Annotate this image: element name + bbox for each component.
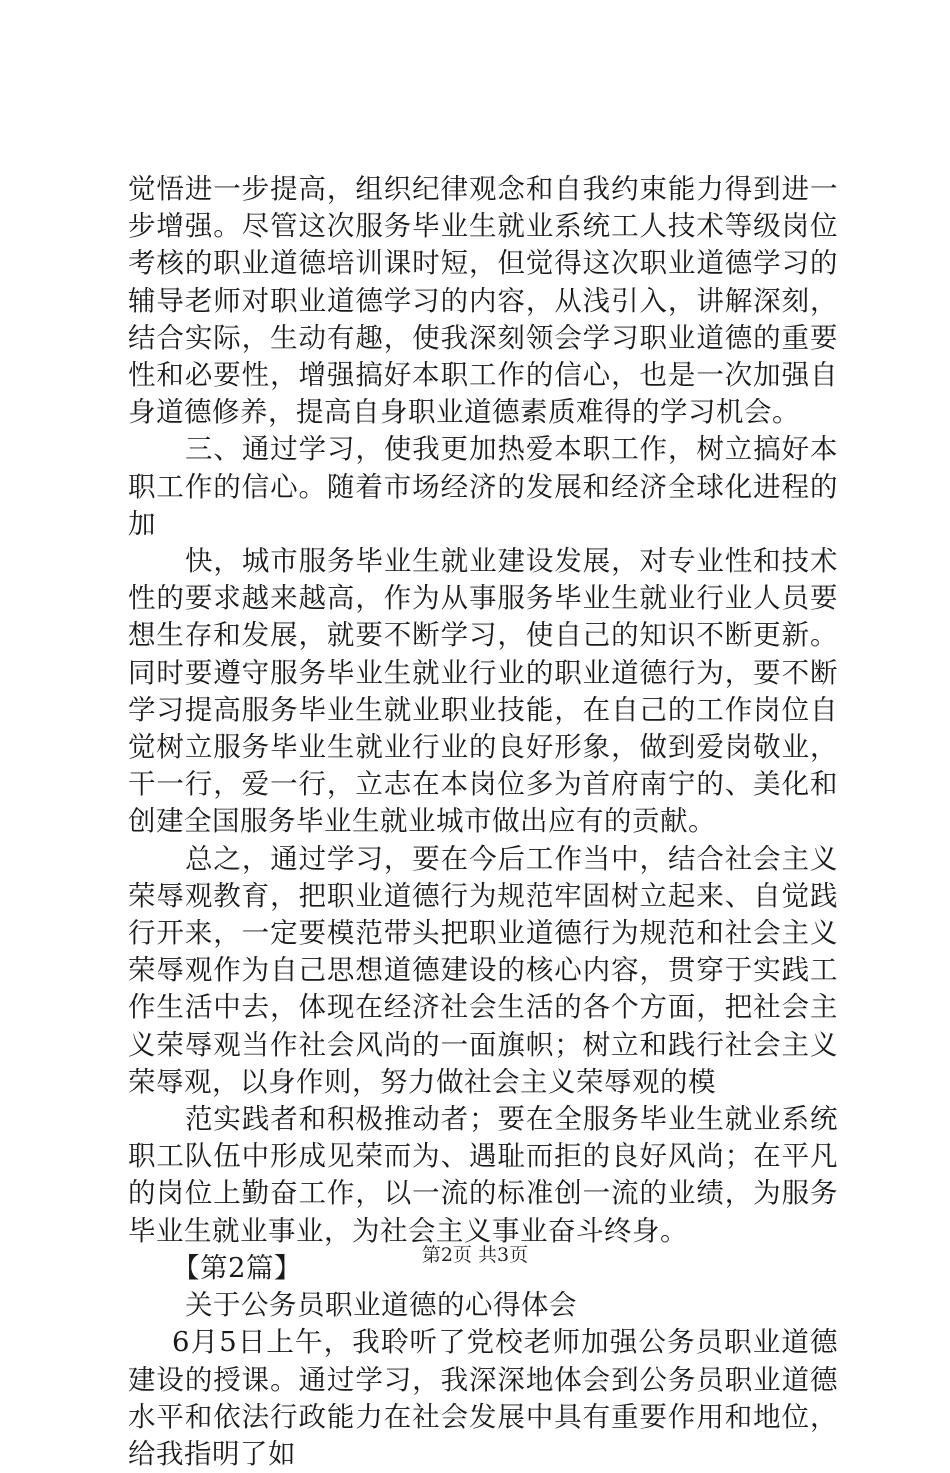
paragraph-development: 快，城市服务毕业生就业建设发展，对专业性和技术性的要求越来越高，作为从事服务毕业生就业行业人员要想生存和发展，就要不断学习，使自己的知识不断更新。同时要遵守服务毕业生就业行业的职业道德行为，要不断学习提高服务毕业生就业职业技能，在自己的工作岗位自觉树立服务毕业生就业行业的良好形象，做到爱岗敬业，干一行，爱一行，立志在本岗位多为首府南宁的、美化和创建全国服务毕业生就业城市做出应有的贡献。 [128, 545, 838, 838]
paragraph-continuation: 觉悟进一步提高，组织纪律观念和自我约束能力得到进一步增强。尽管这次服务毕业生就业系统工人技术等级岗位考核的职业道德培训课时短，但觉得这次职业道德学习的辅导老师对职业道德学习的内容，从浅引入，讲解深刻，结合实际，生动有趣，使我深刻领会学习职业道德的重要性和必要性，增强搞好本职工作的信心，也是一次加强自身道德修养，提高自身职业道德素质难得的学习机会。 [128, 173, 838, 429]
paragraph-article-intro: 6月5日上午，我聆听了党校老师加强公务员职业道德建设的授课。通过学习，我深深地体会到公务员职业道德水平和依法行政能力在社会发展中具有重要作用和地位，给我指明了如 [128, 1326, 838, 1470]
page-number-footer: 第2页 共3页 [421, 1244, 529, 1266]
paragraph-summary-continued: 范实践者和积极推动者；要在全服务毕业生就业系统职工队伍中形成见荣而为、遇耻而拒的良好风尚；在平凡的岗位上勤奋工作，以一流的标准创一流的业绩，为服务毕业生就业事业，为社会主义事业奋斗终身。 [128, 1103, 838, 1247]
paragraph-section-three: 三、通过学习，使我更加热爱本职工作，树立搞好本职工作的信心。随着市场经济的发展和经济全球化进程的加 [128, 433, 838, 540]
paragraph-summary: 总之，通过学习，要在今后工作当中，结合社会主义荣辱观教育，把职业道德行为规范牢固树立起来、自觉践行开来，一定要模范带头把职业道德行为规范和社会主义荣辱观作为自己思想道德建设的核心内容，贯穿于实践工作生活中去，体现在经济社会生活的各个方面，把社会主义荣辱观当作社会风尚的一面旗帜；树立和践行社会主义荣辱观，以身作则，努力做社会主义荣辱观的模 [128, 842, 838, 1098]
document-body [128, 171, 838, 1473]
article-title: 关于公务员职业道德的心得体会 [185, 1289, 577, 1322]
section-heading: 【第2篇】 [172, 1251, 302, 1284]
